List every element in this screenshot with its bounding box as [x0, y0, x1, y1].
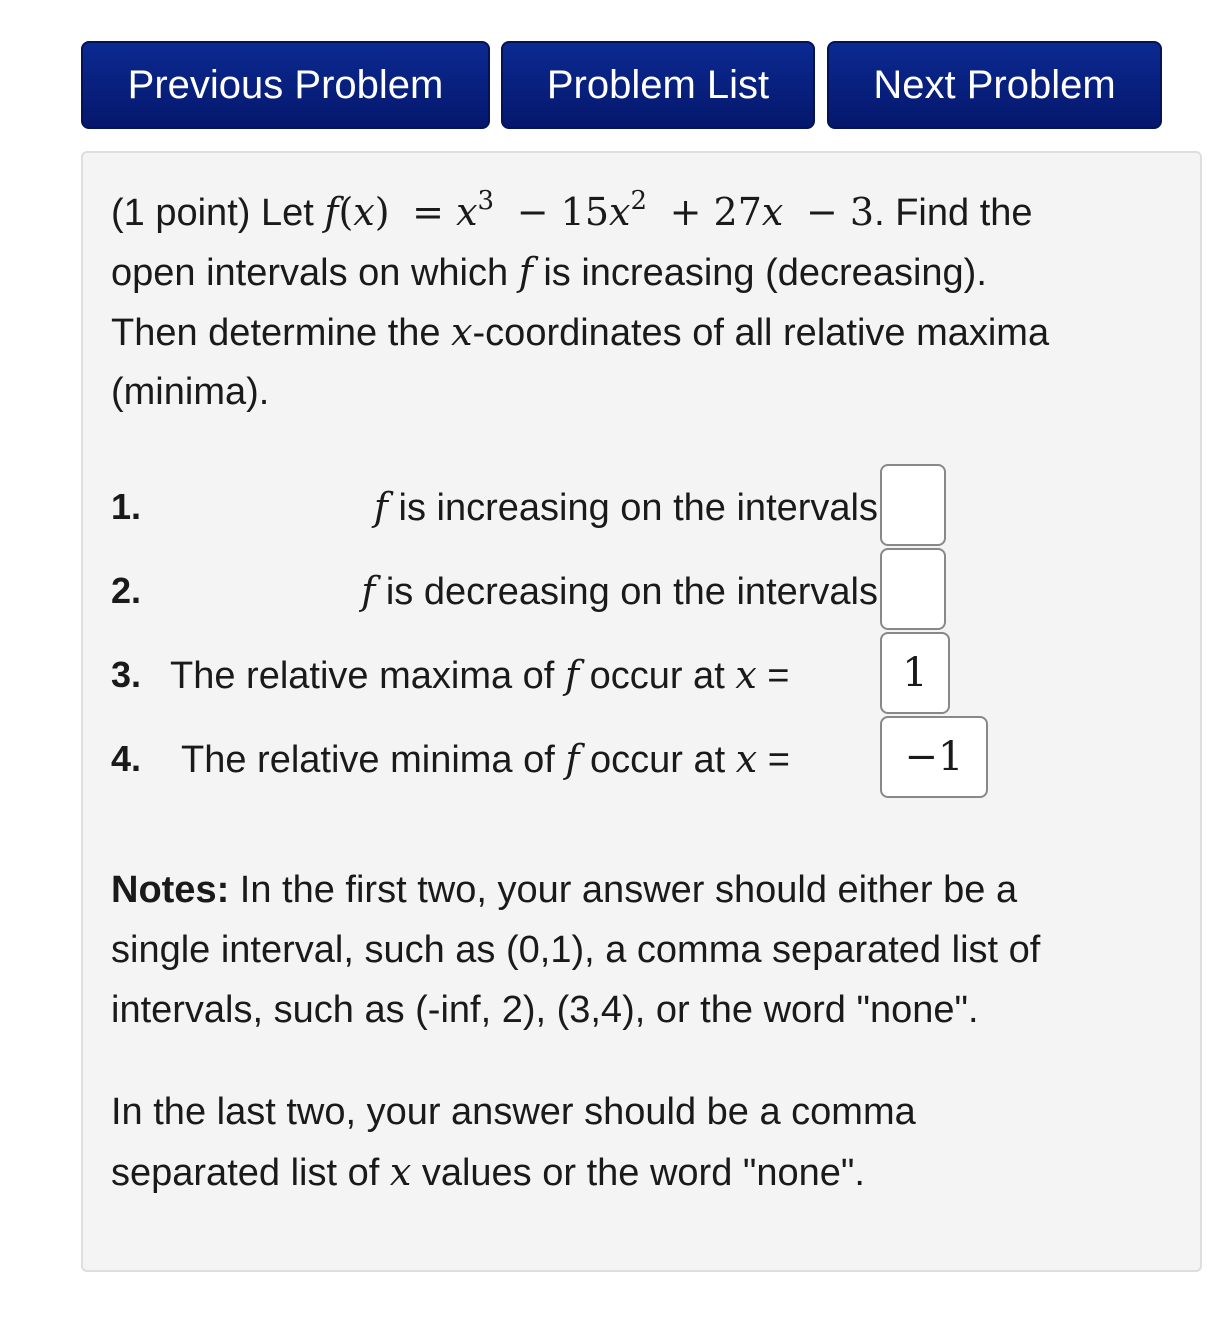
notes-line-4: In the last two, your answer should be a comma: [111, 1091, 916, 1133]
notes-line-3: intervals, such as (-inf, 2), (3,4), or the word "none".: [111, 989, 979, 1031]
previous-problem-button[interactable]: Previous Problem: [81, 41, 490, 129]
question-3-label: The relative maxima of f occur at x =: [170, 653, 790, 697]
notes-line-5: separated list of x values or the word "none".: [111, 1150, 865, 1194]
decreasing-intervals-input[interactable]: [880, 548, 946, 630]
problem-line-4: (minima).: [111, 371, 270, 413]
question-3-number: 3.: [111, 654, 142, 695]
problem-line-2: open intervals on which f is increasing (decreasing).: [111, 250, 987, 294]
problem-line-3: Then determine the x-coordinates of all relative maxima: [111, 310, 1050, 354]
next-problem-button[interactable]: Next Problem: [827, 41, 1162, 129]
question-2-number: 2.: [111, 570, 142, 611]
notes-line-1: Notes: In the first two, your answer should either be a: [111, 869, 1018, 911]
question-1-number: 1.: [111, 486, 142, 527]
question-4-label: The relative minima of f occur at x =: [181, 737, 790, 781]
increasing-intervals-input[interactable]: [880, 464, 946, 546]
relative-maxima-input[interactable]: 1: [880, 632, 950, 714]
question-4-number: 4.: [111, 738, 142, 779]
question-2-label: f is decreasing on the intervals: [361, 569, 878, 613]
question-1-label: f is increasing on the intervals: [373, 485, 878, 529]
relative-minima-input[interactable]: −1: [880, 716, 988, 798]
notes-line-2: single interval, such as (0,1), a comma separated list of: [111, 929, 1041, 971]
problem-list-button[interactable]: Problem List: [501, 41, 815, 129]
problem-line-1: (1 point) Let $f(x) = x^3 - 15x^2 + 27x - 3$. Find the: [111, 186, 1033, 234]
